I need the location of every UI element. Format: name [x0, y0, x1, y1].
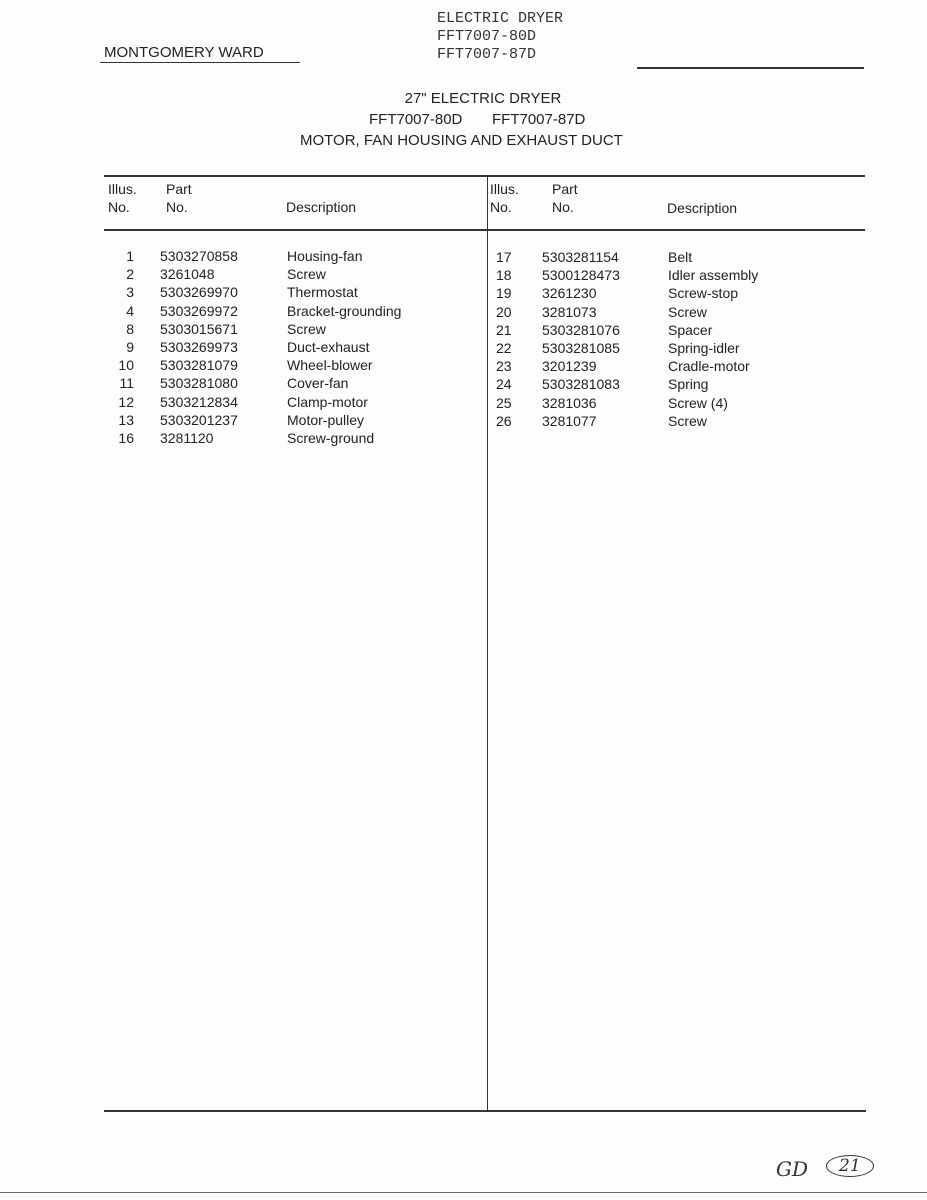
right-header-illus: Illus. [490, 181, 519, 197]
part-number: 5303269970 [160, 284, 238, 301]
table-header-rule [104, 229, 865, 231]
part-number: 3281036 [542, 394, 597, 411]
part-description: Clamp-motor [287, 393, 368, 410]
illus-number: 16 [118, 430, 134, 446]
part-number: 5303281076 [542, 321, 620, 338]
illus-number: 3 [126, 284, 134, 301]
illus-number: 21 [496, 321, 512, 338]
part-number: 5303281085 [542, 340, 620, 356]
right-header-description: Description [667, 200, 738, 216]
left-header-part-no: No. [166, 199, 188, 215]
illus-number: 24 [496, 376, 512, 393]
part-description: Screw [287, 320, 326, 337]
page-bottom-rule [0, 1192, 927, 1193]
part-description: Housing-fan [287, 248, 363, 264]
illus-number: 17 [496, 249, 512, 265]
illus-number: 18 [496, 267, 512, 284]
part-description: Screw-stop [668, 285, 739, 302]
part-number: 3261048 [160, 266, 215, 283]
illus-number: 12 [118, 393, 134, 410]
table-bottom-rule [104, 1110, 866, 1112]
part-description: Cover-fan [287, 375, 349, 392]
left-header-description: Description [286, 199, 357, 215]
title-line-3: MOTOR, FAN HOUSING AND EXHAUST DUCT [300, 132, 623, 149]
part-description: Screw [668, 412, 707, 429]
illus-number: 20 [496, 303, 512, 320]
part-description: Bracket-grounding [287, 302, 402, 319]
illus-number: 4 [126, 302, 134, 319]
brand-name: MONTGOMERY WARD [104, 44, 264, 61]
part-number: 5303201237 [160, 411, 238, 428]
part-number: 5300128473 [542, 267, 620, 284]
part-number: 3261230 [542, 285, 597, 302]
part-number: 5303269973 [160, 339, 238, 355]
product-line-3: FFT7007-87D [437, 46, 537, 63]
circled-page-number: 21 [826, 1155, 874, 1177]
part-number: 5303281154 [542, 249, 619, 265]
part-description: Screw-ground [287, 430, 375, 446]
left-header-part: Part [166, 181, 192, 197]
product-line-2: FFT7007-80D [437, 28, 537, 45]
illus-number: 10 [118, 357, 134, 374]
part-number: 5303281079 [160, 357, 238, 374]
part-number: 3281073 [542, 303, 597, 320]
table-top-rule [104, 175, 865, 177]
handwritten-code: GD [776, 1157, 809, 1181]
part-description: Belt [668, 249, 693, 265]
brand-underline [100, 62, 300, 63]
illus-number: 11 [119, 375, 134, 392]
part-description: Motor-pulley [287, 411, 365, 428]
part-description: Screw (4) [668, 394, 728, 411]
part-description: Thermostat [287, 284, 358, 301]
part-number: 3281077 [542, 412, 597, 429]
illus-number: 9 [126, 339, 134, 355]
part-description: Cradle-motor [668, 358, 750, 375]
header-rule [637, 67, 864, 69]
illus-number: 13 [118, 411, 134, 428]
part-description: Spring [668, 376, 709, 393]
right-header-no: No. [490, 199, 512, 215]
part-description: Spacer [668, 321, 713, 338]
illus-number: 22 [496, 340, 512, 356]
part-description: Spring-idler [668, 340, 740, 356]
illus-number: 23 [496, 358, 512, 375]
part-description: Screw [287, 266, 326, 283]
part-number: 3281120 [160, 430, 214, 446]
part-number: 5303015671 [160, 320, 238, 337]
part-description: Screw [668, 303, 707, 320]
part-description: Wheel-blower [287, 357, 373, 374]
part-number: 5303212834 [160, 393, 238, 410]
illus-number: 1 [126, 248, 134, 264]
illus-number: 19 [496, 285, 512, 302]
title-model-2: FFT7007-87D [492, 111, 586, 128]
part-description: Idler assembly [668, 267, 759, 284]
right-header-part-no: No. [552, 199, 574, 215]
product-line-1: ELECTRIC DRYER [437, 10, 564, 27]
title-line-1: 27" ELECTRIC DRYER [404, 90, 562, 107]
part-description: Duct-exhaust [287, 339, 370, 355]
part-number: 5303269972 [160, 302, 238, 319]
left-header-illus: Illus. [108, 181, 137, 197]
column-divider [487, 175, 488, 1111]
part-number: 3201239 [542, 358, 597, 375]
part-number: 5303281083 [542, 376, 620, 393]
left-header-no: No. [108, 199, 130, 215]
illus-number: 26 [496, 412, 512, 429]
illus-number: 8 [126, 320, 134, 337]
illus-number: 2 [126, 266, 134, 283]
illus-number: 25 [496, 394, 512, 411]
right-header-part: Part [552, 181, 578, 197]
part-number: 5303281080 [160, 375, 238, 392]
part-number: 5303270858 [160, 248, 238, 264]
title-model-1: FFT7007-80D [369, 111, 463, 128]
